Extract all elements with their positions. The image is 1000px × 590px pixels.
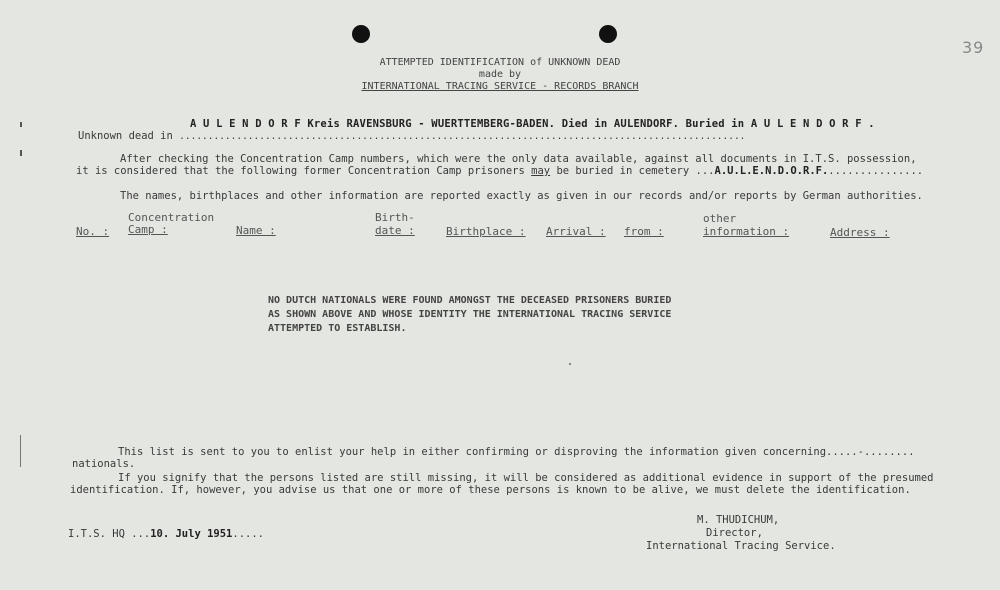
para1-line2-text-b: be buried in cemetery ... (550, 165, 715, 177)
closing-line4: identification. If, however, you advise us that one or more of these persons is known to be alive, we must delete the identification. (70, 484, 911, 496)
closing-line1: This list is sent to you to enlist your help in either confirming or disproving the information given concerning.....-........ (118, 446, 915, 458)
margin-mark (20, 122, 22, 127)
footer-hq (68, 528, 264, 540)
hq-dots: ..... (232, 528, 264, 540)
para1-line3: The names, birthplaces and other information are reported exactly as given in our records and/or reports by German authorities. (120, 190, 923, 202)
col-concentration: Concentration (128, 211, 215, 224)
closing-line3: If you signify that the persons listed are still missing, it will be considered as additional evidence in support of the presumed (118, 472, 934, 484)
col-from: from : (624, 225, 664, 238)
cemetery-name: A.U.L.E.N.D.O.R.F. (714, 165, 829, 177)
notice-line1: NO DUTCH NATIONALS WERE FOUND AMONGST THE DECEASED PRISONERS BURIED (268, 295, 672, 306)
col-birthplace: Birthplace : (446, 225, 526, 238)
signer-organization: International Tracing Service. (646, 540, 836, 552)
para1-line2 (76, 165, 923, 177)
col-date: date : (375, 224, 415, 237)
col-address: Address : (830, 226, 890, 239)
punch-hole-right (599, 25, 617, 43)
closing-line2: nationals. (72, 458, 136, 470)
unknown-dead-label (78, 130, 745, 142)
margin-mark (20, 435, 21, 467)
header-title: ATTEMPTED IDENTIFICATION of UNKNOWN DEAD (379, 57, 621, 68)
signer-name: M. THUDICHUM, (697, 514, 780, 526)
hq-label: I.T.S. HQ ... (68, 528, 151, 540)
para1-line2-dots: ............... (828, 165, 924, 177)
col-no: No. : (76, 225, 110, 238)
col-arrival: Arrival : (546, 225, 606, 238)
paper-speck (569, 363, 571, 365)
unknown-dead-label-text: Unknown dead in (78, 130, 173, 142)
col-birth: Birth- (375, 211, 415, 224)
col-information: information : (703, 225, 790, 238)
signer-title: Director, (706, 527, 763, 539)
para1-line1: After checking the Concentration Camp numbers, which were the only data available, against all documents in I.T.S. possession, (120, 153, 917, 165)
notice-line2: AS SHOWN ABOVE AND WHOSE IDENTITY THE INTERNATIONAL TRACING SERVICE (268, 309, 672, 320)
col-camp: Camp : (128, 223, 168, 236)
document-date: 10. July 1951 (150, 528, 233, 540)
col-name: Name : (236, 224, 276, 237)
notice-line3: ATTEMPTED TO ESTABLISH. (268, 323, 407, 334)
page-number: 39 (962, 38, 985, 57)
para1-line2-may: may (531, 165, 551, 177)
punch-hole-left (352, 25, 370, 43)
no-dutch-notice (268, 294, 728, 336)
col-other: other (703, 212, 737, 225)
unknown-dead-dots: ................................................................................................... (179, 131, 746, 142)
header-made-by: made by (478, 69, 522, 80)
margin-mark (20, 150, 22, 156)
unknown-dead-value: A U L E N D O R F Kreis RAVENSBURG - WUERTTEMBERG-BADEN. Died in AULENDORF. Buried in A U L E N D O R F . (190, 118, 875, 130)
header-organization: INTERNATIONAL TRACING SERVICE - RECORDS BRANCH (361, 81, 639, 92)
para1-line2-text-a: it is considered that the following former Concentration Camp prisoners (76, 165, 532, 177)
